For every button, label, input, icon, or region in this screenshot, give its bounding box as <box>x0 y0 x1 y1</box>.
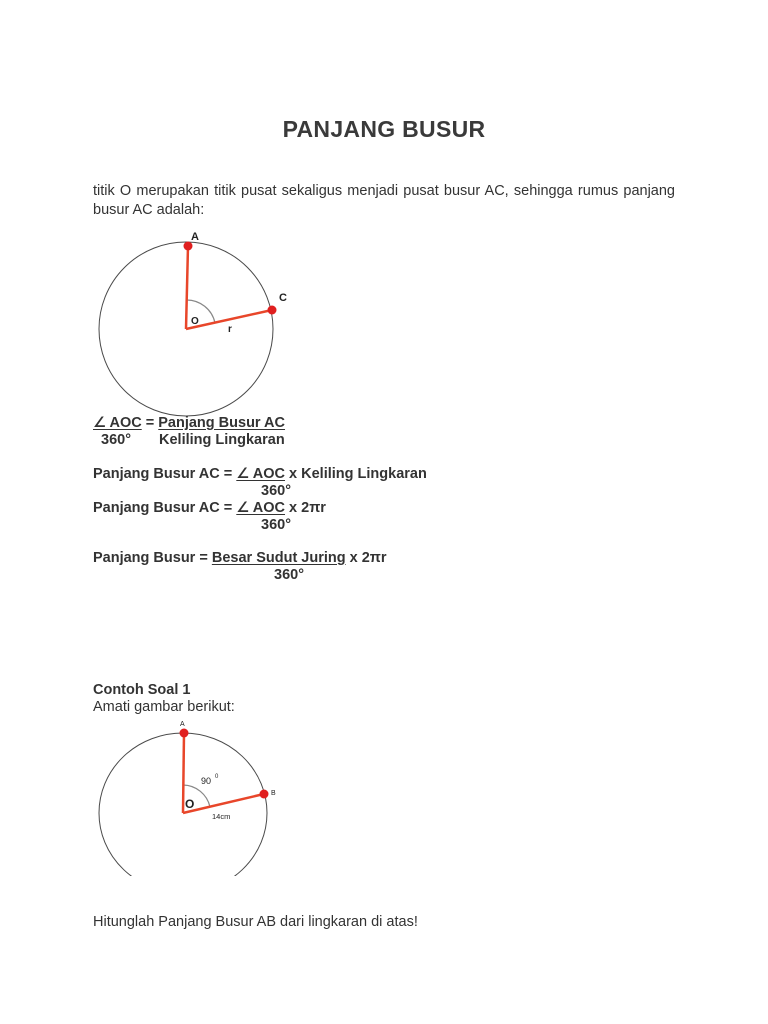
degree-360: 360° <box>101 432 131 448</box>
example-heading: Contoh Soal 1 <box>93 682 191 698</box>
label-o: O <box>191 316 199 327</box>
degree-mark: 0 <box>215 774 219 780</box>
angle-aoc: ∠ AOC <box>236 500 286 516</box>
formula-2-bottom <box>261 483 291 500</box>
arc-diagram-2 <box>88 716 318 876</box>
radius-oa <box>186 246 188 329</box>
degree-360: 360° <box>261 483 291 499</box>
angle-label: 90 <box>201 776 212 786</box>
radius-label: 14cm <box>212 812 231 821</box>
example-instruction: Amati gambar berikut: <box>93 699 235 715</box>
formula-1-top <box>93 415 285 432</box>
point-a <box>180 729 189 738</box>
example-question: Hitunglah Panjang Busur AB dari lingkaran di atas! <box>93 914 418 930</box>
degree-360: 360° <box>261 517 291 533</box>
arc-length-ac: Panjang Busur AC <box>158 415 286 431</box>
formula-prefix: Panjang Busur = <box>93 550 208 566</box>
label-a: A <box>191 231 199 243</box>
label-b: B <box>271 790 276 797</box>
label-a: A <box>180 721 185 728</box>
radius-ob <box>183 794 264 813</box>
formula-4-bottom <box>274 567 304 584</box>
degree-360: 360° <box>274 567 304 583</box>
formula-2-top <box>93 466 427 483</box>
formula-suffix: x 2πr <box>349 550 387 566</box>
radius-oa <box>183 733 184 813</box>
arc-diagram-1 <box>88 222 318 422</box>
point-b <box>260 790 269 799</box>
formula-prefix: Panjang Busur AC = <box>93 500 233 516</box>
point-c <box>268 306 277 315</box>
label-r: r <box>228 324 232 335</box>
central-angle-label: Besar Sudut Juring <box>211 550 346 566</box>
formula-prefix: Panjang Busur AC = <box>93 466 233 482</box>
page-title: PANJANG BUSUR <box>282 116 486 142</box>
intro-paragraph: titik O merupakan titik pusat sekaligus menjadi pusat busur AC, sehingga rumus panjang busur AC adalah: <box>93 183 675 218</box>
formula-3-top <box>93 500 326 517</box>
formula-4-top <box>93 550 387 567</box>
formula-suffix: x Keliling Lingkaran <box>289 466 427 482</box>
label-c: C <box>279 292 287 304</box>
circumference-label: Keliling Lingkaran <box>159 432 285 448</box>
formula-suffix: x 2πr <box>289 500 326 516</box>
angle-aoc: ∠ AOC <box>236 466 286 482</box>
angle-aoc: ∠ AOC <box>93 415 142 431</box>
label-o: O <box>185 797 195 811</box>
formula-3-bottom <box>261 517 291 534</box>
equals-sign: = <box>145 415 155 431</box>
